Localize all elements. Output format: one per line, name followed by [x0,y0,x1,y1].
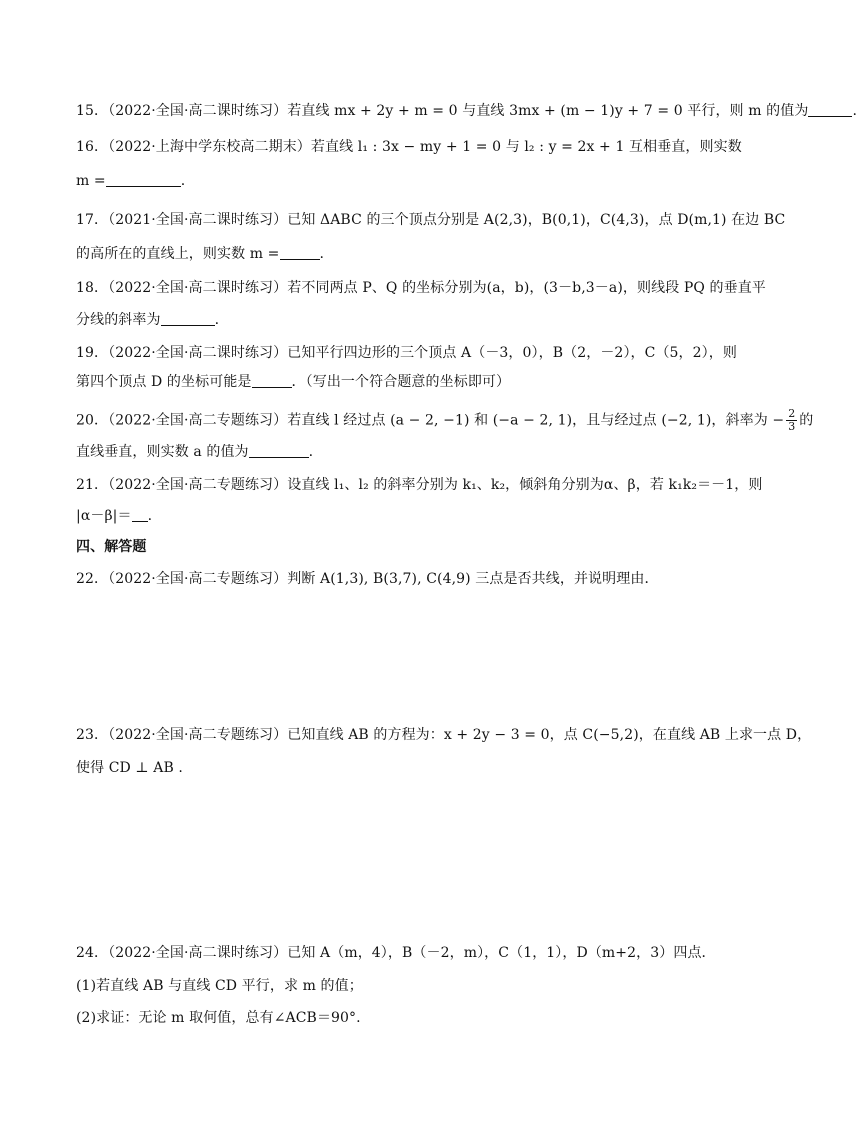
question-18 [76,278,766,298]
question-number: 24． [76,945,109,961]
question-text: m = [76,173,106,189]
fraction-numerator: 2 [788,407,796,420]
question-text: 判断 A(1,3), B(3,7), C(4,9) 三点是否共线，并说明理由． [287,571,659,587]
question-number: 17． [76,212,109,228]
question-source: （2022·全国·高二专题练习） [108,477,288,493]
question-source: （2022·全国·高二专题练习） [108,412,288,429]
question-24-part2: (2)求证：无论 m 取何值，总有∠ACB＝90°. [76,1010,361,1026]
section-heading: 四、解答题 [76,539,147,555]
question-end: ．（写出一个符合题意的坐标即可） [291,374,511,390]
question-source: （2022·全国·高二专题练习） [108,727,288,743]
question-21-line2 [76,506,743,526]
question-23 [76,725,812,745]
question-23-line2 [76,758,743,778]
question-16 [76,137,743,157]
question-text: 若直线 mx + 2y + m = 0 与直线 3mx + (m − 1)y + 7 = 0 平行，则 m 的值为 [287,103,809,119]
answer-blank[interactable] [252,372,292,388]
question-text: 设直线 l₁、l₂ 的斜率分别为 k₁、k₂，倾斜角分别为α、β，若 k₁k₂＝－1，则 [287,477,763,493]
answer-blank[interactable] [808,101,852,117]
question-number: 23． [76,727,109,743]
question-20-line2 [76,442,743,462]
question-text: 已知 A（m，4），B（－2，m），C（1，1），D（m+2，3）四点． [287,945,716,961]
question-source: （2022·全国·高二课时练习） [108,345,288,361]
question-source: （2022·全国·高二课时练习） [108,103,288,119]
question-number: 19． [76,345,109,361]
question-text: 的高所在的直线上，则实数 m = [76,246,280,262]
question-source: （2022·全国·高二课时练习） [108,945,288,961]
question-number: 20． [76,412,109,429]
question-text: 已知直线 AB 的方程为：x + 2y − 3 = 0，点 C(−5,2)，在直线 AB 上求一点 D， [287,727,812,743]
question-source: （2022·全国·高二专题练习） [108,571,288,587]
question-19 [76,343,743,363]
question-text: 的 [799,412,814,429]
answer-blank[interactable] [249,442,309,458]
question-source: （2022·上海中学东校高二期末） [108,139,311,155]
question-text: 若不同两点 P、Q 的坐标分别为(a，b)，(3－b,3－a)，则线段 PQ 的垂直平 [287,280,766,296]
question-22 [76,569,743,589]
question-end: . [319,246,325,262]
question-number: 16． [76,139,109,155]
question-number: 18． [76,280,109,296]
answer-blank[interactable] [280,244,320,260]
question-end: . [147,508,153,524]
question-24-part1: (1)若直线 AB 与直线 CD 平行，求 m 的值； [76,978,363,994]
question-text: 使得 CD ⊥ AB . [76,760,183,776]
question-number: 22． [76,571,109,587]
question-end: . [308,444,314,460]
question-24 [76,943,743,963]
question-text: 直线垂直，则实数 a 的值为 [76,444,249,460]
question-text: 若直线 l 经过点 (a − 2, −1) 和 (−a − 2, 1)，且与经过点 (−2, 1)，斜率为 − [287,412,785,429]
answer-blank[interactable] [106,171,181,187]
question-text: |α－β|＝ [76,508,132,524]
question-text: 分线的斜率为 [76,312,161,328]
answer-blank[interactable] [132,506,148,522]
question-15 [76,101,857,121]
question-17 [76,210,786,230]
question-19-line2 [76,372,743,392]
question-end: . [180,173,186,189]
question-number: 15． [76,103,109,119]
slope-fraction [786,408,797,433]
question-17-line2 [76,244,743,264]
question-source: （2022·全国·高二课时练习） [108,280,288,296]
fraction-denominator: 3 [788,420,796,433]
question-end: . [852,103,857,119]
question-source: （2021·全国·高二课时练习） [108,212,288,228]
question-20 [76,407,814,433]
question-text: 若直线 l₁ : 3x − my + 1 = 0 与 l₂ : y = 2x + 1 互相垂直，则实数 [310,139,742,155]
question-16-line2 [76,171,743,191]
answer-blank[interactable] [161,310,215,326]
question-number: 21． [76,477,109,493]
question-21 [76,475,763,495]
question-end: . [214,312,220,328]
question-18-line2 [76,310,743,330]
question-text: 已知 ΔABC 的三个顶点分别是 A(2,3)，B(0,1)，C(4,3)，点 D(m,1) 在边 BC [287,212,786,228]
question-text: 已知平行四边形的三个顶点 A（－3，0），B（2，－2），C（5，2），则 [287,345,737,361]
question-text: 第四个顶点 D 的坐标可能是 [76,374,252,390]
